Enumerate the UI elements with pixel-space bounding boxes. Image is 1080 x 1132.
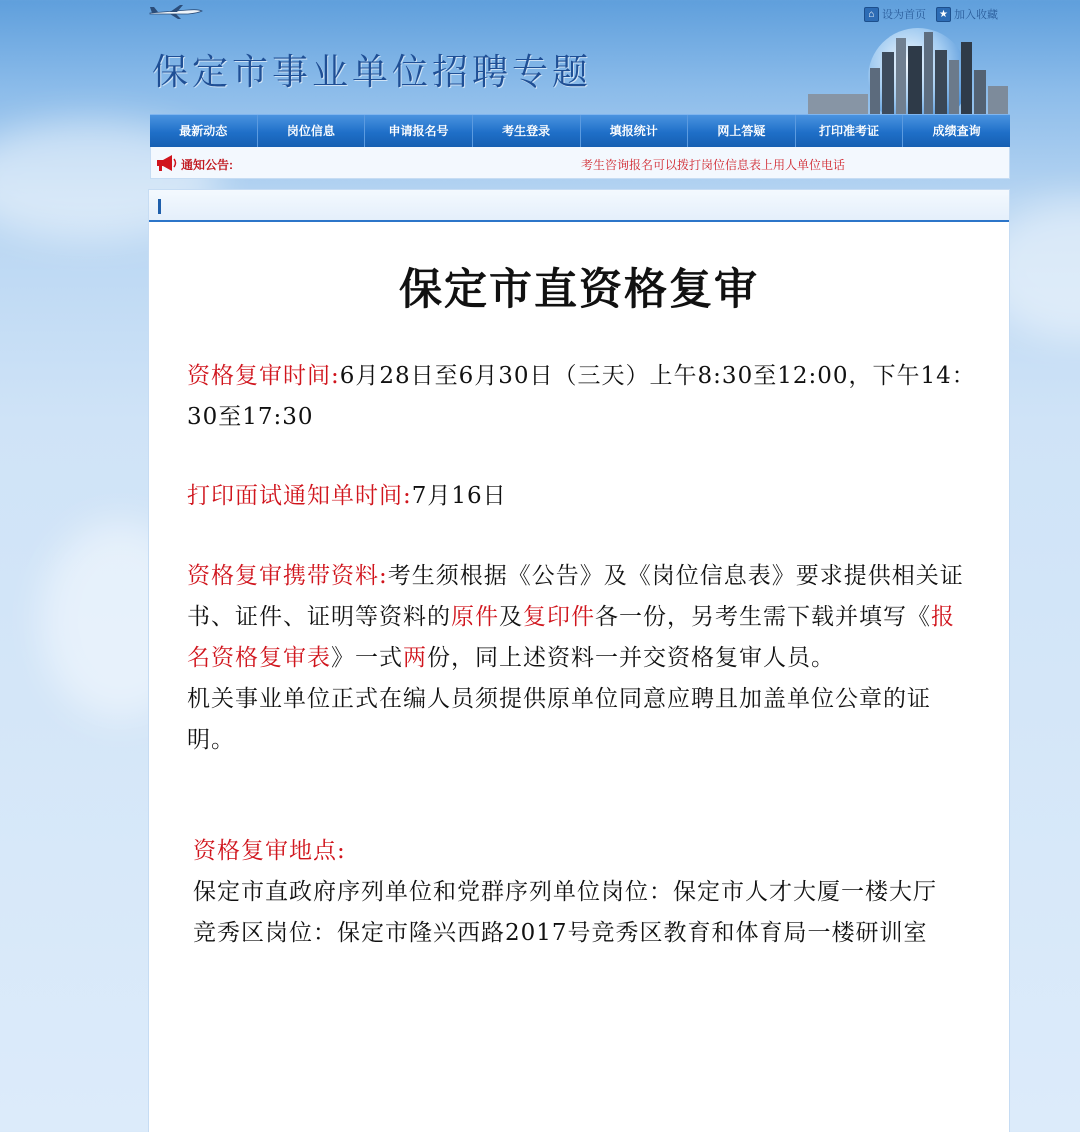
print-time-label: 打印面试通知单时间: [187, 483, 412, 509]
star-icon: ★ [936, 7, 951, 22]
materials-text: 考生须根据《公告》及《岗位信息表》要求提供相关证书、证件、证明等资料的 [187, 563, 964, 630]
review-time-paragraph [187, 356, 977, 438]
panel-header-bar [149, 190, 1009, 222]
notice-bar [150, 147, 1010, 179]
article-title: 保定市直资格复审 [399, 265, 759, 315]
nav-score-query[interactable]: 成绩查询 [932, 124, 981, 138]
nav-latest-news[interactable]: 最新动态 [150, 115, 258, 147]
materials-copy: 复印件 [523, 604, 595, 630]
location-paragraph [193, 831, 983, 954]
materials-form-name: 报名资格复审表 [187, 604, 955, 671]
location-label: 资格复审地点: [193, 838, 346, 864]
nav-print-admission[interactable]: 打印准考证 [796, 115, 904, 147]
print-time-value: 7月16日 [411, 483, 507, 509]
materials-two: 两 [403, 645, 427, 671]
megaphone-icon [155, 154, 177, 172]
materials-text: 》一式 [331, 645, 403, 671]
nav-apply-number[interactable]: 申请报名号 [365, 115, 473, 147]
location-item: 保定市直政府序列单位和党群序列单位岗位：保定市人才大厦一楼大厅 [193, 879, 937, 905]
nav-candidate-login[interactable]: 考生登录 [473, 115, 581, 147]
print-time-paragraph [187, 476, 977, 517]
site-title: 保定市事业单位招聘专题 [152, 52, 593, 93]
home-icon: ⌂ [864, 7, 879, 22]
nav-position-info[interactable]: 岗位信息 [258, 115, 366, 147]
review-time-value: 6月28日至6月30日（三天）上午8:30至12:00，下午14：30至17:30 [187, 363, 976, 430]
location-item: 竞秀区岗位：保定市隆兴西路2017号竞秀区教育和体育局一楼研训室 [193, 920, 928, 946]
notice-scroll-text[interactable]: 考生咨询报名可以拨打岗位信息表上用人单位电话 [581, 158, 846, 172]
add-favorite-label: 加入收藏 [954, 9, 998, 21]
top-links [864, 6, 998, 22]
city-skyline-logo [800, 28, 1012, 116]
set-home-link[interactable] [864, 6, 926, 22]
notice-label: 通知公告: [181, 158, 233, 172]
main-nav [150, 114, 1010, 147]
materials-paragraph [187, 556, 977, 761]
materials-text: 份，同上述资料一并交资格复审人员。 [427, 645, 835, 671]
materials-original: 原件 [451, 604, 499, 630]
materials-note: 机关事业单位正式在编人员须提供原单位同意应聘且加盖单位公章的证明。 [187, 686, 931, 753]
airplane-icon [148, 4, 204, 20]
panel-marker [158, 199, 161, 214]
materials-label: 资格复审携带资料: [187, 563, 388, 589]
nav-registration-stats[interactable]: 填报统计 [581, 115, 689, 147]
set-home-label: 设为首页 [882, 9, 926, 21]
review-time-label: 资格复审时间: [187, 363, 340, 389]
content-panel [148, 189, 1010, 1132]
materials-and: 及 [499, 604, 523, 630]
nav-online-qa[interactable]: 网上答疑 [688, 115, 796, 147]
add-favorite-link[interactable] [936, 6, 998, 22]
materials-text: 各一份，另考生需下载并填写《 [595, 604, 931, 630]
